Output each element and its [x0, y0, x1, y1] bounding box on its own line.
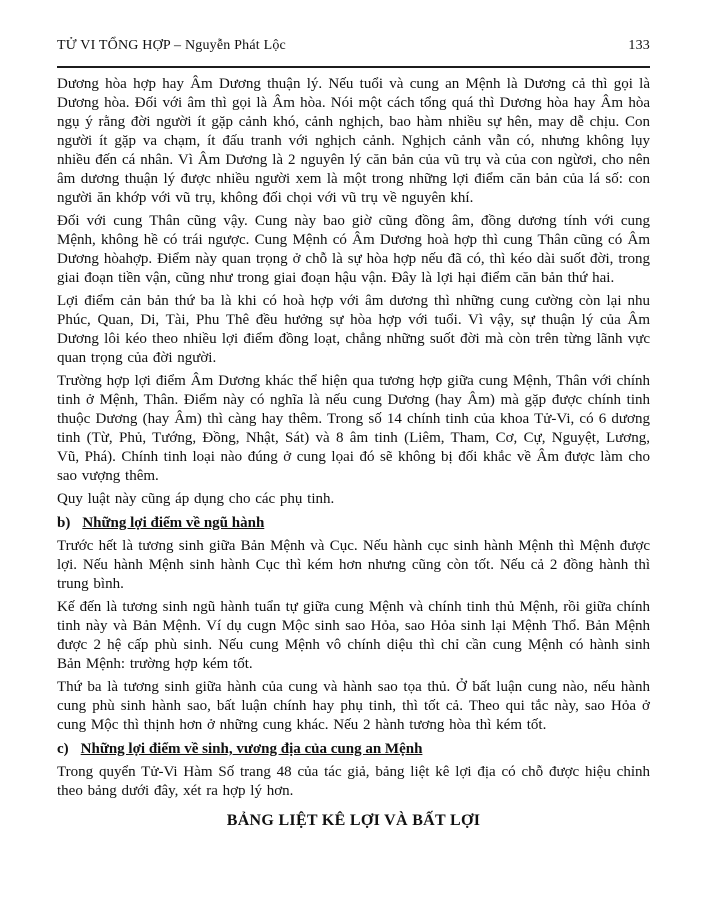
header-rule	[57, 66, 650, 68]
page-number: 133	[628, 38, 650, 53]
section-heading-c-title: Những lợi điểm về sinh, vương địa của cung an Mệnh	[80, 741, 423, 757]
section-heading-b-prefix: b)	[57, 515, 71, 531]
paragraph-loi-diem-thu-ba: Lợi điểm cản bản thứ ba là khi có hoà hợp với âm dương thì những cung cường còn lại nhu Phúc, Quan, Di, Tài, Phu Thê đều hưởng sự hòa hợp với tuổi. Vì vậy, sự thuận lý của Âm Dương lôi kéo theo nhiều lợi điểm đồng loạt, chẳng những suốt đời mà còn trên từng lãnh vực quan trọng của đời người.	[57, 293, 650, 366]
paragraph-tuong-sinh-ban-menh: Trước hết là tương sinh giữa Bản Mệnh và Cục. Nếu hành cục sinh hành Mệnh thì Mệnh được lợi. Nếu hành Mệnh sinh hành Cục thì kém hơn nhưng cũng còn tốt. Nếu cả 2 đồng hành thì trung bình.	[57, 538, 650, 592]
paragraph-trong-quyen: Trong quyển Tử-Vi Hàm Số trang 48 của tác giả, bảng liệt kê lợi địa có chỗ được hiệu chỉnh theo bảng dưới đây, xét ra hợp lý hơn.	[57, 764, 650, 799]
running-title: TỬ VI TỔNG HỢP – Nguyễn Phát Lộc	[57, 38, 286, 53]
page-header	[57, 38, 650, 54]
section-heading-c	[57, 740, 650, 759]
table-title: BẢNG LIỆT KÊ LỢI VÀ BẤT LỢI	[226, 812, 481, 829]
paragraph-am-duong-hoa-hop: Dương hòa hợp hay Âm Dương thuận lý. Nếu tuổi và cung an Mệnh là Dương cả thì gọi là Dương hòa. Đối với âm thì gọi là Âm hòa. Nói một cách tổng quá thì Dương hòa hay Âm hòa ngụ ý rằng đời người ít gặp cảnh khó, cảnh nghịch, bao hàm nhiều sự hên, may dễ chịu. Con người ít gặp va chạm, ít đấu tranh với nghịch cảnh. Nghịch cảnh vẫn có, nhưng không lụy nhiều đến cá nhân. Vì Âm Dương là 2 nguyên lý căn bản của vũ trụ và của con ngừơi, cho nên âm dương thuận lý được nhiều người xem là một trong những lợi điểm căn bản của lá số: con người ăn khớp với vũ trụ, không đối chọi với vũ trụ về nguyên khí.	[57, 76, 650, 206]
paragraph-truong-hop-loi-diem: Trường hợp lợi điểm Âm Dương khác thể hiện qua tương hợp giữa cung Mệnh, Thân với chính tinh ở Mệnh, Thân. Điểm này có nghĩa là nếu cung Dương (hay Âm) mà gặp được chính tinh thuộc Dương (hay Âm) thì càng hay thêm. Trong số 14 chính tinh của khoa Tử-Vi, có 6 dương tinh (Từ, Phủ, Tướng, Đồng, Nhật, Sát) và 8 âm tinh (Liêm, Tham, Cơ, Cự, Nguyệt, Lương, Vũ, Phá). Chính tinh loại nào đúng ở cung lọai đó sẽ không bị đối khắc về Âm được làm cho sao vượng thêm.	[57, 373, 650, 484]
paragraph-cung-than: Đối với cung Thân cũng vậy. Cung này bao giờ cũng đồng âm, đồng dương tính với cung Mệnh, không hề có trái ngược. Cung Mệnh có Âm Dương hoà hợp thì cung Thân cũng có Âm Dương hòahợp. Điểm này quan trọng ở chỗ là sự hòa hợp nếu đã có, thì kéo dài suốt đời, trong giai đoạn tiền vận, cũng như trong giai đoạn hậu vận. Đây là lợi hại điểm căn bản thứ hai.	[57, 213, 650, 286]
section-heading-b-title: Những lợi điểm về ngũ hành	[82, 515, 265, 531]
paragraph-quy-luat: Quy luật này cũng áp dụng cho các phụ tinh.	[57, 491, 335, 507]
section-heading-b	[57, 514, 650, 533]
section-heading-c-prefix: c)	[57, 741, 69, 757]
paragraph-ke-den-tuong-sinh: Kế đến là tương sinh ngũ hành tuẩn tự giữa cung Mệnh và chính tinh thủ Mệnh, rồi giữa chính tinh này và Bản Mệnh. Ví dụ cugn Mộc sinh sao Hỏa, sao Hỏa sinh lại Mệnh Thổ. Bản Mệnh được 2 hệ cấp phù sinh. Nếu cung Mệnh vô chính diệu thì chỉ cần cung Mệnh có hành sinh Bản Mệnh: trường hợp kém tốt.	[57, 599, 650, 672]
paragraph-thu-ba-tuong-sinh: Thứ ba là tương sinh giữa hành của cung và hành sao tọa thủ. Ở bất luận cung nào, nếu hành cung phù sinh hành sao, bất luận chính hay phụ tinh, thì tốt cả. Theo qui tắc này, sao Hỏa ở cung Mộc thì thịnh hơn ở những cung khác. Nếu 2 hành tương hòa thì kém tốt.	[57, 679, 650, 733]
